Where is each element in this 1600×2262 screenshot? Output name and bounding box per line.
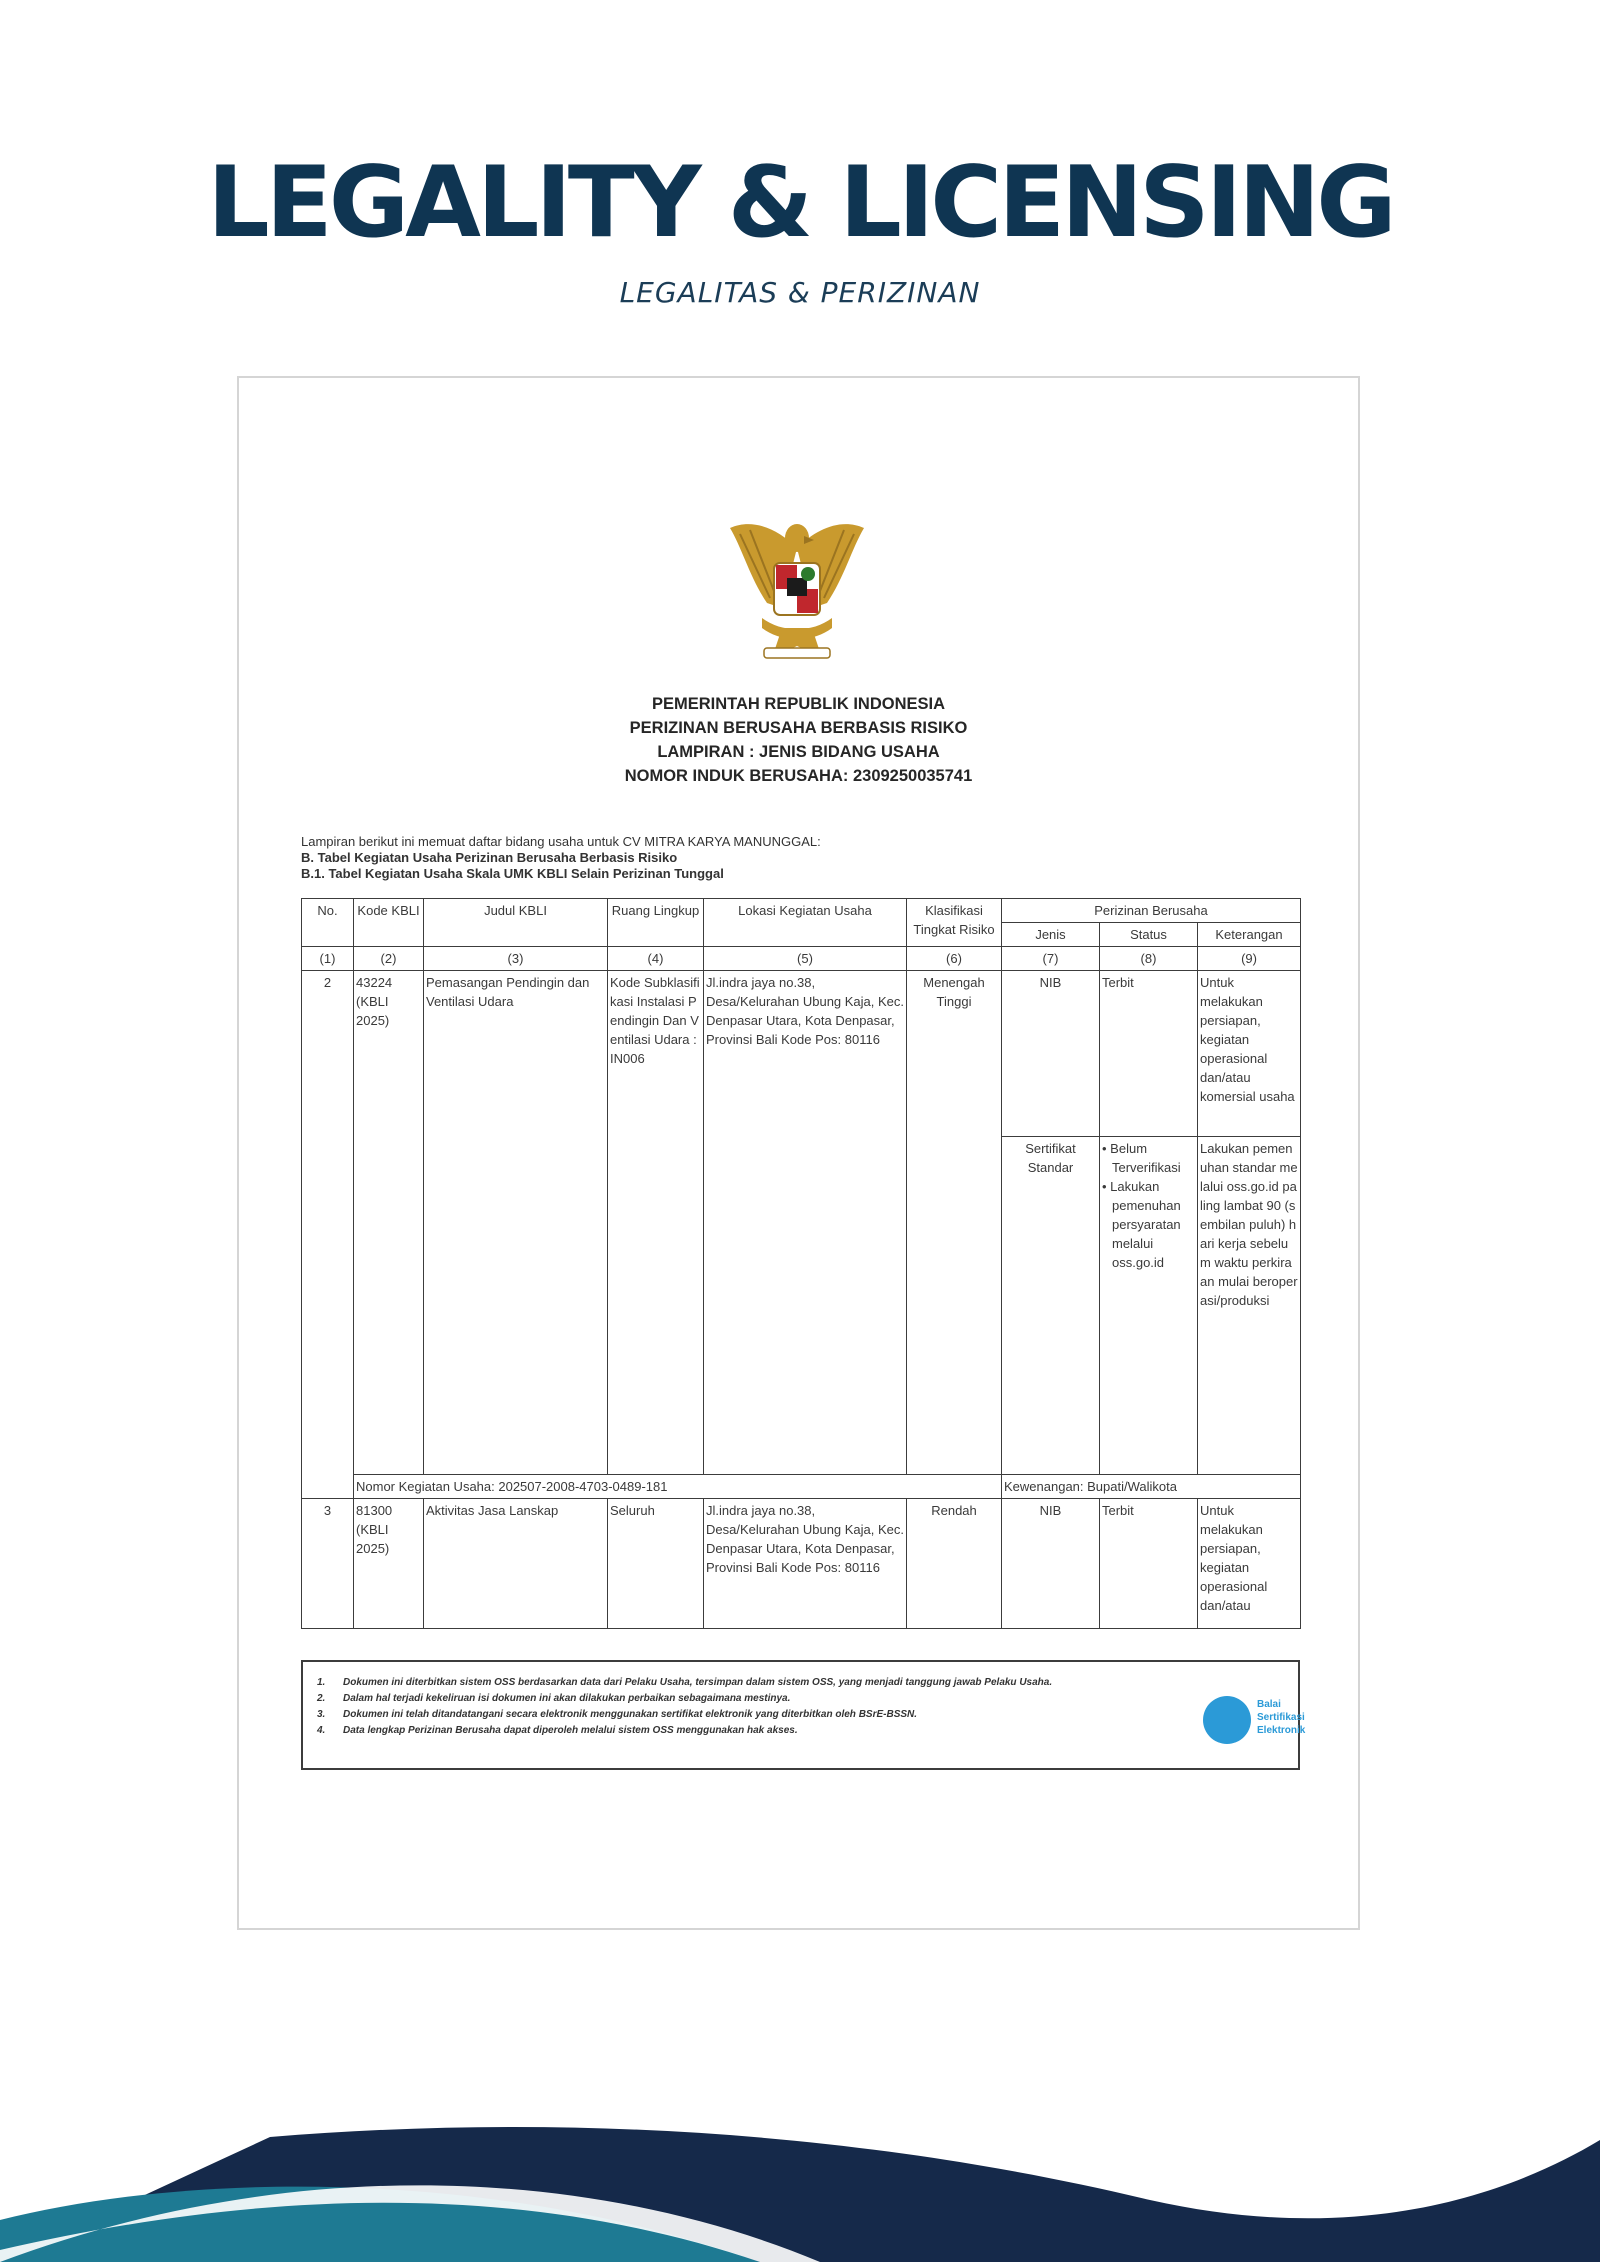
row-status-bullets xyxy=(1100,1137,1198,1475)
row-ruang-lingkup: Seluruh xyxy=(608,1499,704,1629)
footer-note xyxy=(317,1692,1137,1706)
row-lokasi: Jl.indra jaya no.38, Desa/Kelurahan Ubung Kaja, Kec. Denpasar Utara, Kota Denpasar, Provinsi Bali Kode Pos: 80116 xyxy=(704,971,907,1475)
table-row xyxy=(302,1499,1301,1629)
row-jenis: NIB xyxy=(1002,971,1100,1137)
row-status: Terbit xyxy=(1100,971,1198,1137)
header-klasifikasi-risiko: Klasifikasi Tingkat Risiko xyxy=(907,899,1002,947)
bsre-logo-line: Sertifikasi xyxy=(1257,1712,1305,1723)
intro-text: Lampiran berikut ini memuat daftar bidang usaha untuk CV MITRA KARYA MANUNGGAL: xyxy=(301,834,821,849)
heading-line-1: PEMERINTAH REPUBLIK INDONESIA xyxy=(651,695,946,713)
row-no: 2 xyxy=(302,971,354,1499)
header-status: Status xyxy=(1100,923,1198,947)
header-kode-kbli: Kode KBLI xyxy=(354,899,424,947)
kbli-table xyxy=(301,898,1301,1629)
header-ruang-lingkup: Ruang Lingkup xyxy=(608,899,704,947)
bsre-logo-line: Balai xyxy=(1257,1699,1281,1710)
row-kode: 43224 (KBLI 2025) xyxy=(354,971,424,1475)
nomor-kegiatan-usaha: Nomor Kegiatan Usaha: 202507-2008-4703-0489-181 xyxy=(354,1475,1002,1499)
column-number: (8) xyxy=(1100,947,1198,971)
row-keterangan: Untuk melakukan persiapan, kegiatan operasional dan/atau xyxy=(1198,1499,1301,1629)
row-status: Terbit xyxy=(1100,1499,1198,1629)
section-b1-title: B.1. Tabel Kegiatan Usaha Skala UMK KBLI Selain Perizinan Tunggal xyxy=(301,866,724,881)
bsre-logo-line: Elektronik xyxy=(1257,1725,1306,1736)
heading-line-4: NOMOR INDUK BERUSAHA: 2309250035741 xyxy=(624,767,973,785)
header-jenis: Jenis xyxy=(1002,923,1100,947)
note-number: 4. xyxy=(317,1725,326,1736)
header-lokasi: Lokasi Kegiatan Usaha xyxy=(704,899,907,947)
note-text: Dokumen ini diterbitkan sistem OSS berdasarkan data dari Pelaku Usaha, tersimpan dalam sistem OSS, yang menjadi tanggung jawab Pelaku Usaha. xyxy=(343,1677,1053,1688)
column-number: (1) xyxy=(302,947,354,971)
column-number: (6) xyxy=(907,947,1002,971)
bsre-logo xyxy=(1203,1690,1306,1750)
column-number-row xyxy=(302,947,1301,971)
column-number: (3) xyxy=(424,947,608,971)
header-no: No. xyxy=(302,899,354,947)
status-bullet: • Lakukan pemenuhan persyaratan melalui oss.go.id xyxy=(1102,1177,1195,1272)
note-text: Data lengkap Perizinan Berusaha dapat diperoleh melalui sistem OSS menggunakan hak akses. xyxy=(343,1725,798,1736)
header-keterangan: Keterangan xyxy=(1198,923,1301,947)
note-number: 3. xyxy=(317,1709,326,1720)
note-number: 1. xyxy=(317,1677,326,1688)
row-jenis: Sertifikat Standar xyxy=(1002,1137,1100,1475)
note-text: Dalam hal terjadi kekeliruan isi dokumen ini akan dilakukan perbaikan sebagaimana mestinya. xyxy=(343,1693,791,1704)
row-lokasi: Jl.indra jaya no.38, Desa/Kelurahan Ubung Kaja, Kec. Denpasar Utara, Kota Denpasar, Provinsi Bali Kode Pos: 80116 xyxy=(704,1499,907,1629)
heading-line-3: LAMPIRAN : JENIS BIDANG USAHA xyxy=(657,743,940,761)
row-judul: Aktivitas Jasa Lanskap xyxy=(424,1499,608,1629)
row-ruang-lingkup: Kode Subklasifikasi Instalasi Pendingin Dan Ventilasi Udara : IN006 xyxy=(608,971,704,1475)
note-number: 2. xyxy=(317,1693,326,1704)
column-number: (9) xyxy=(1198,947,1301,971)
status-bullet: • Belum Terverifikasi xyxy=(1102,1139,1195,1177)
garuda-emblem-icon xyxy=(722,508,872,668)
footer-note xyxy=(317,1724,1137,1738)
page-subtitle: LEGALITAS & PERIZINAN xyxy=(619,276,981,309)
column-number: (2) xyxy=(354,947,424,971)
row-risiko: Rendah xyxy=(907,1499,1002,1629)
bsre-mark-icon xyxy=(1203,1696,1251,1744)
row-risiko: Menengah Tinggi xyxy=(907,971,1002,1475)
header-judul-kbli: Judul KBLI xyxy=(424,899,608,947)
row-keterangan: Untuk melakukan persiapan, kegiatan operasional dan/atau komersial usaha xyxy=(1198,971,1301,1137)
page-title: LEGALITY & LICENSING xyxy=(207,146,1393,260)
row-no: 3 xyxy=(302,1499,354,1629)
row-jenis: NIB xyxy=(1002,1499,1100,1629)
row-judul: Pemasangan Pendingin dan Ventilasi Udara xyxy=(424,971,608,1475)
note-text: Dokumen ini telah ditandatangani secara elektronik menggunakan sertifikat elektronik yang diterbitkan oleh BSrE-BSSN. xyxy=(343,1709,918,1720)
bsre-logo-text xyxy=(1257,1698,1305,1737)
table-row xyxy=(302,971,1301,1137)
document-intro xyxy=(301,834,1301,882)
section-b-title: B. Tabel Kegiatan Usaha Perizinan Berusaha Berbasis Risiko xyxy=(301,850,678,865)
row-kode: 81300 (KBLI 2025) xyxy=(354,1499,424,1629)
footer-notes xyxy=(317,1676,1137,1740)
document-scan xyxy=(237,376,1360,1930)
column-number: (4) xyxy=(608,947,704,971)
column-number: (5) xyxy=(704,947,907,971)
header-perizinan-berusaha: Perizinan Berusaha xyxy=(1002,899,1301,923)
table-row-meta xyxy=(302,1475,1301,1499)
document-heading xyxy=(239,692,1358,788)
kewenangan: Kewenangan: Bupati/Walikota xyxy=(1002,1475,1301,1499)
footer-note xyxy=(317,1676,1137,1690)
footer-wave-decoration xyxy=(0,2110,1600,2262)
document-footer xyxy=(301,1660,1306,1770)
row-keterangan: Lakukan pemenuhan standar melalui oss.go.id paling lambat 90 (sembilan puluh) hari kerja sebelum waktu perkiraan mulai beroperasi/produksi xyxy=(1198,1137,1301,1475)
footer-note xyxy=(317,1708,1137,1722)
heading-line-2: PERIZINAN BERUSAHA BERBASIS RISIKO xyxy=(629,719,968,737)
column-number: (7) xyxy=(1002,947,1100,971)
